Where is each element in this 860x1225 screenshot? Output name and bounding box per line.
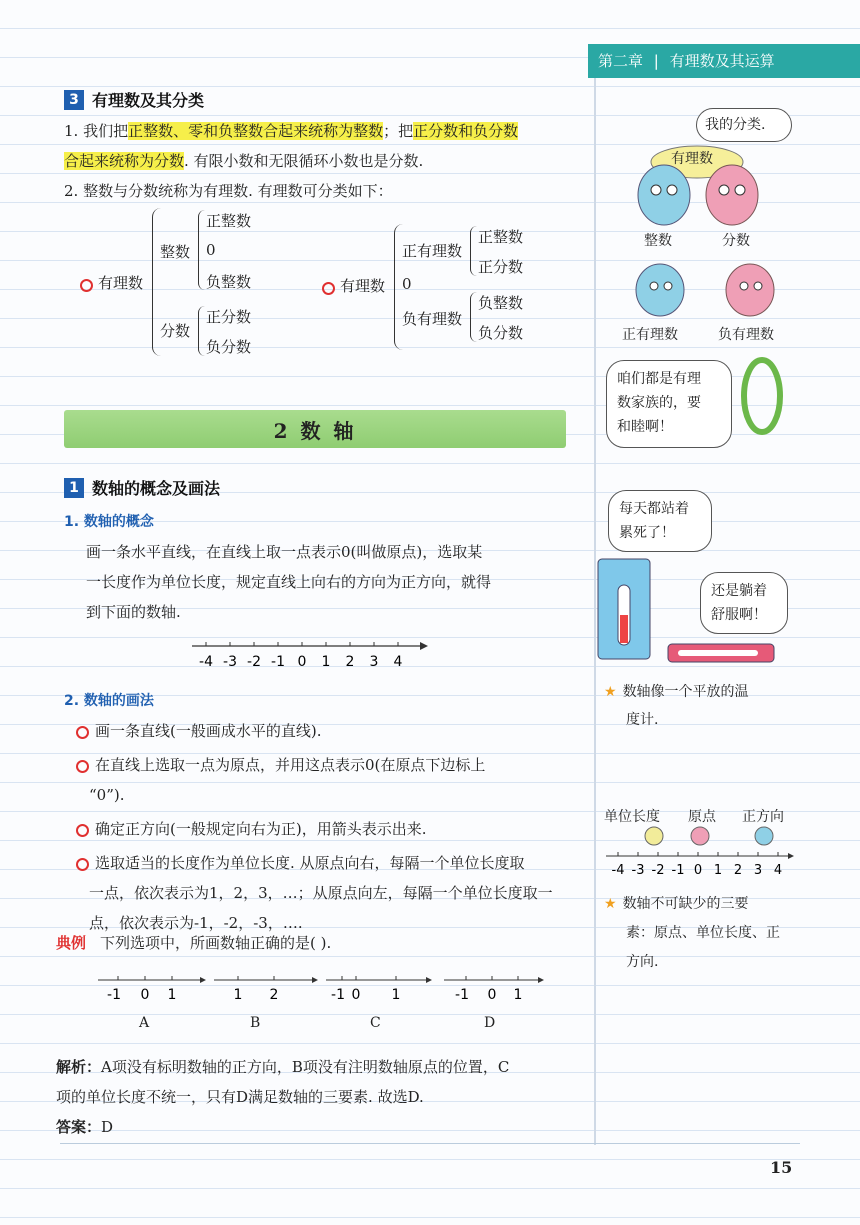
analysis-block bbox=[56, 1052, 591, 1142]
section1-number: 1 bbox=[64, 478, 84, 498]
bullet-icon bbox=[76, 726, 89, 739]
number-line-figure bbox=[180, 632, 430, 674]
tree-right-zero: 0 bbox=[402, 275, 412, 293]
step-text: 选取适当的长度作为单位长度. 从原点向右，每隔一个单位长度取 bbox=[95, 854, 525, 872]
note-text: 素：原点、单位长度、正 bbox=[626, 925, 780, 941]
option-d-tick: 1 bbox=[513, 987, 523, 1003]
step-item bbox=[76, 716, 591, 746]
step-item bbox=[76, 848, 591, 878]
tree-left-zero: 0 bbox=[206, 241, 216, 259]
brace-icon bbox=[198, 306, 205, 356]
note-text: 数轴像一个平放的温 bbox=[622, 684, 749, 700]
star-icon: ★ bbox=[604, 896, 617, 912]
analysis-text: 项的单位长度不统一，只有D满足数轴的三要素. 故选D. bbox=[56, 1088, 424, 1106]
concept-line: 一长度作为单位长度，规定直线上向右的方向为正方向，就得 bbox=[86, 573, 492, 591]
note-text: 数轴不可缺少的三要 bbox=[622, 896, 749, 912]
analysis-text: A项没有标明数轴的正方向，B项没有注明数轴原点的位置，C bbox=[101, 1058, 510, 1076]
example-options-axes bbox=[90, 970, 550, 1010]
section3-heading bbox=[64, 88, 204, 111]
subheading-drawing: 2. 数轴的画法 bbox=[64, 693, 154, 709]
option-d-axis bbox=[444, 976, 544, 1003]
axis-tick-label: 4 bbox=[393, 654, 403, 670]
origin-character-icon bbox=[691, 827, 709, 845]
example-question bbox=[56, 932, 331, 953]
tree-right-negative: 负有理数 bbox=[402, 310, 463, 328]
mini-axis-tick-label: -3 bbox=[631, 863, 645, 878]
tree-right-pos-frac: 正分数 bbox=[478, 258, 524, 276]
speech-bubble bbox=[606, 360, 732, 448]
chapter-number: 第二章 bbox=[598, 52, 644, 70]
lesson-banner bbox=[64, 410, 566, 448]
drawing-steps bbox=[76, 716, 591, 938]
thermometer-standing-icon bbox=[590, 555, 670, 670]
def-highlight-fraction-a: 正分数和负分数 bbox=[413, 122, 519, 140]
mini-axis-tick-label: 4 bbox=[773, 863, 783, 878]
footer-rule bbox=[60, 1143, 800, 1144]
mini-axis-tick-label: -2 bbox=[651, 863, 665, 878]
def-text-pre: 1. 我们把 bbox=[64, 122, 129, 140]
option-d-tick: -1 bbox=[455, 987, 469, 1003]
lesson-title: 2 数 轴 bbox=[273, 418, 357, 443]
unit-character-icon bbox=[645, 827, 663, 845]
bubble-text: 我的分类. bbox=[705, 117, 766, 133]
def-highlight-integer: 正整数、零和负整数合起来统称为整数 bbox=[128, 122, 384, 140]
section1-heading bbox=[64, 476, 220, 499]
axis-tick-label: 2 bbox=[345, 654, 355, 670]
example-question-text: 下列选项中，所画数轴正确的是( ). bbox=[100, 934, 332, 952]
note-text: 方向. bbox=[626, 954, 659, 970]
tree-right-root: 有理数 bbox=[340, 277, 386, 295]
axis-tick-label: -2 bbox=[247, 654, 261, 670]
bubble-text: 累死了！ bbox=[619, 525, 675, 541]
mini-axis-tick-label: 2 bbox=[733, 863, 743, 878]
thermometer-lying-icon bbox=[664, 638, 780, 668]
axis-tick-label: -4 bbox=[199, 654, 213, 670]
step-item bbox=[76, 814, 591, 844]
tree-left-fraction: 分数 bbox=[160, 322, 191, 340]
bubble-text: 咱们都是有理 bbox=[617, 371, 701, 387]
arrow-right-icon bbox=[420, 642, 428, 650]
tree-left-pos-int: 正整数 bbox=[206, 212, 252, 230]
bubble-text: 每天都站着 bbox=[619, 501, 689, 517]
mini-axis-tick-label: -1 bbox=[671, 863, 685, 878]
def-text-post: . 有限小数和无限循环小数也是分数. bbox=[184, 152, 424, 170]
axis-tick-label: -3 bbox=[223, 654, 237, 670]
negative-label: 负有理数 bbox=[718, 327, 774, 343]
arrow-right-icon bbox=[538, 977, 544, 983]
step-text: 一点，依次表示为1，2，3，…；从原点向左，每隔一个单位长度取一 bbox=[89, 884, 553, 902]
option-d-label: D bbox=[484, 1015, 496, 1031]
section3-title: 有理数及其分类 bbox=[92, 91, 205, 110]
mini-axis-tick-label: -4 bbox=[611, 863, 625, 878]
arrow-right-icon bbox=[788, 853, 794, 859]
speech-bubble bbox=[700, 572, 788, 634]
option-c-tick: 0 bbox=[351, 987, 361, 1003]
tree-left-integer: 整数 bbox=[160, 243, 191, 261]
note-text: 度计. bbox=[626, 712, 659, 728]
option-a-axis bbox=[98, 976, 206, 1003]
positive-character-icon bbox=[636, 264, 684, 316]
brace-icon bbox=[198, 210, 205, 290]
mini-number-line-figure bbox=[604, 822, 798, 880]
concept-line: 到下面的数轴. bbox=[86, 603, 181, 621]
arrow-right-icon bbox=[312, 977, 318, 983]
bullet-icon bbox=[76, 824, 89, 837]
step-text: 画一条直线(一般画成水平的直线). bbox=[95, 722, 322, 740]
option-b-tick: 1 bbox=[233, 987, 243, 1003]
zero-character-icon bbox=[738, 350, 786, 440]
mini-axis-tick-label: 1 bbox=[713, 863, 723, 878]
axis-tick-label: -1 bbox=[271, 654, 285, 670]
mini-axis-tick-label: 0 bbox=[693, 863, 703, 878]
option-c-tick: 1 bbox=[391, 987, 401, 1003]
section1-title: 数轴的概念及画法 bbox=[92, 479, 221, 498]
step-text: 点，依次表示为-1，-2，-3，…. bbox=[89, 914, 303, 932]
origin-label: 原点 bbox=[688, 809, 716, 825]
axis-tick-label: 0 bbox=[297, 654, 307, 670]
option-c-axis bbox=[326, 976, 432, 1003]
axis-tick-label: 3 bbox=[369, 654, 379, 670]
subheading-concept: 1. 数轴的概念 bbox=[64, 514, 154, 530]
star-icon: ★ bbox=[604, 684, 617, 700]
direction-character-icon bbox=[755, 827, 773, 845]
sidebar-note-2 bbox=[604, 890, 800, 977]
option-b-tick: 2 bbox=[269, 987, 279, 1003]
step-item bbox=[76, 750, 591, 780]
def-highlight-fraction-b: 合起来统称为分数 bbox=[64, 152, 185, 170]
bullet-icon bbox=[80, 279, 93, 292]
integer-character-icon bbox=[638, 165, 690, 225]
option-b-axis bbox=[214, 976, 318, 1003]
direction-label: 正方向 bbox=[742, 809, 784, 825]
tree-left-neg-frac: 负分数 bbox=[206, 338, 252, 356]
analysis-label: 解析： bbox=[56, 1058, 102, 1076]
tree-left-neg-int: 负整数 bbox=[206, 273, 252, 291]
brace-icon bbox=[470, 292, 477, 342]
speech-bubble bbox=[608, 490, 712, 552]
tree-left-pos-frac: 正分数 bbox=[206, 308, 252, 326]
def-text-mid: ；把 bbox=[383, 122, 414, 140]
tree-left-root: 有理数 bbox=[98, 274, 144, 292]
unit-length-label: 单位长度 bbox=[604, 809, 660, 825]
fraction-character-icon bbox=[706, 165, 758, 225]
fraction-label: 分数 bbox=[722, 233, 750, 249]
tree-right-neg-frac: 负分数 bbox=[478, 324, 524, 342]
integer-label: 整数 bbox=[644, 233, 672, 249]
tree-right-neg-int: 负整数 bbox=[478, 294, 524, 312]
pos-neg-characters bbox=[620, 258, 790, 324]
concept-paragraph bbox=[86, 537, 591, 627]
option-d-tick: 0 bbox=[487, 987, 497, 1003]
bubble-text: 还是躺着 bbox=[711, 583, 767, 599]
chapter-header: 第二章 | 有理数及其运算 bbox=[588, 44, 860, 78]
bubble-text: 舒服啊！ bbox=[711, 607, 767, 623]
tree-right-positive: 正有理数 bbox=[402, 242, 463, 260]
bubble-text: 和睦啊！ bbox=[617, 419, 673, 435]
bubble-text: 数家族的，要 bbox=[617, 395, 701, 411]
option-c-label: C bbox=[370, 1015, 381, 1031]
example-label: 典例 bbox=[56, 934, 87, 952]
option-b-label: B bbox=[250, 1015, 261, 1031]
bullet-icon bbox=[76, 858, 89, 871]
tree-right-pos-int: 正整数 bbox=[478, 228, 524, 246]
step-text: “0”). bbox=[89, 786, 125, 804]
option-a-label: A bbox=[139, 1015, 150, 1031]
chapter-title: 有理数及其运算 bbox=[669, 52, 775, 70]
negative-character-icon bbox=[726, 264, 774, 316]
mini-axis-tick-label: 3 bbox=[753, 863, 763, 878]
bullet-icon bbox=[322, 282, 335, 295]
arrow-right-icon bbox=[200, 977, 206, 983]
brace-icon bbox=[470, 226, 477, 276]
positive-label: 正有理数 bbox=[622, 327, 678, 343]
arrow-right-icon bbox=[426, 977, 432, 983]
sidebar-note-1 bbox=[604, 678, 800, 734]
sign-label: 有理数 bbox=[671, 151, 713, 167]
answer-label: 答案： bbox=[56, 1118, 102, 1136]
rational-definition bbox=[64, 116, 589, 206]
axis-tick-label: 1 bbox=[321, 654, 331, 670]
speech-bubble bbox=[696, 108, 792, 142]
option-c-tick: -1 bbox=[331, 987, 345, 1003]
answer-value: D bbox=[101, 1118, 114, 1136]
step-text: 确定正方向(一般规定向右为正)，用箭头表示出来. bbox=[95, 820, 427, 838]
option-a-tick: 1 bbox=[167, 987, 177, 1003]
classification-intro: 2. 整数与分数统称为有理数. 有理数可分类如下： bbox=[64, 182, 393, 200]
option-a-tick: 0 bbox=[140, 987, 150, 1003]
bullet-icon bbox=[76, 760, 89, 773]
page-number: 15 bbox=[770, 1158, 793, 1177]
section3-number: 3 bbox=[64, 90, 84, 110]
option-a-tick: -1 bbox=[107, 987, 121, 1003]
concept-line: 画一条水平直线，在直线上取一点表示0(叫做原点)，选取某 bbox=[86, 543, 483, 561]
step-text: 在直线上选取一点为原点，并用这点表示0(在原点下边标上 bbox=[95, 756, 486, 774]
